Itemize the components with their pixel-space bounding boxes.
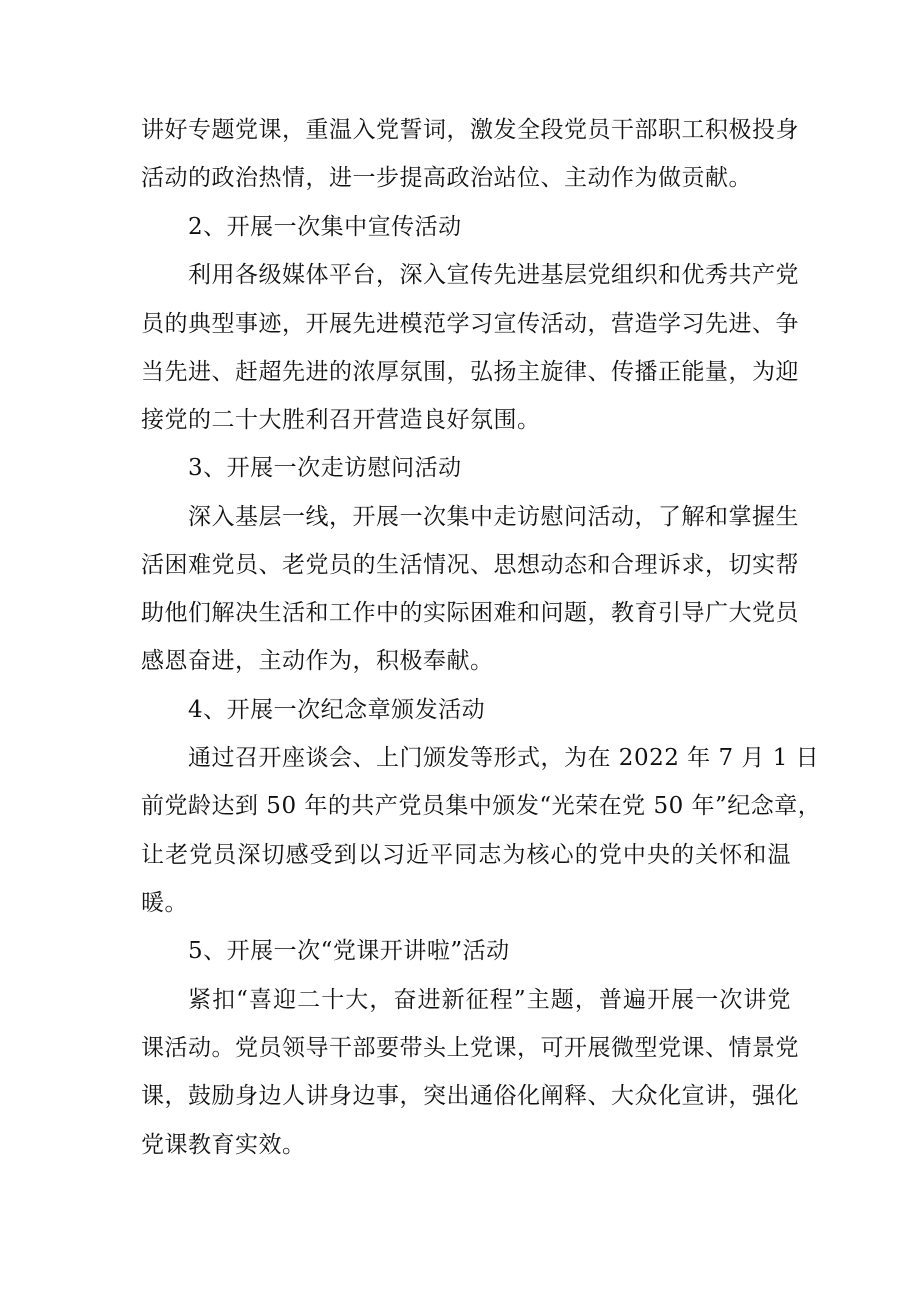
paragraph-line: 前党龄达到 50 年的共产党员集中颁发“光荣在党 50 年”纪念章， (141, 793, 822, 819)
paragraph-line: 员的典型事迹，开展先进模范学习宣传活动，营造学习先进、争 (141, 311, 799, 337)
paragraph-line: 讲好专题党课，重温入党誓词，激发全段党员干部职工积极投身 (141, 117, 799, 143)
paragraph-line: 助他们解决生活和工作中的实际困难和问题，教育引导广大党员 (141, 600, 799, 626)
paragraph-line: 通过召开座谈会、上门颁发等形式，为在 2022 年 7 月 1 日 (188, 745, 820, 771)
section-heading-5: 5、开展一次“党课开讲啦”活动 (188, 938, 510, 964)
section-heading-2: 2、开展一次集中宣传活动 (188, 214, 462, 240)
paragraph-line: 课，鼓励身边人讲身边事，突出通俗化阐释、大众化宣讲，强化 (141, 1083, 799, 1109)
section-heading-4: 4、开展一次纪念章颁发活动 (188, 697, 486, 723)
paragraph-line: 感恩奋进，主动作为，积极奉献。 (141, 648, 494, 674)
paragraph-line: 活困难党员、老党员的生活情况、思想动态和合理诉求，切实帮 (141, 552, 799, 578)
paragraph-line: 紧扣“喜迎二十大，奋进新征程”主题，普遍开展一次讲党 (188, 987, 791, 1013)
paragraph-line: 让老党员深切感受到以习近平同志为核心的党中央的关怀和温 (141, 842, 791, 868)
paragraph-line: 课活动。党员领导干部要带头上党课，可开展微型党课、情景党 (141, 1035, 799, 1061)
paragraph-line: 活动的政治热情，进一步提高政治站位、主动作为做贡献。 (141, 165, 752, 191)
paragraph-line: 深入基层一线，开展一次集中走访慰问活动，了解和掌握生 (188, 504, 799, 530)
paragraph-line: 利用各级媒体平台，深入宣传先进基层党组织和优秀共产党 (188, 262, 799, 288)
paragraph-line: 党课教育实效。 (141, 1132, 306, 1158)
paragraph-line: 暖。 (141, 890, 188, 916)
paragraph-line: 当先进、赶超先进的浓厚氛围，弘扬主旋律、传播正能量，为迎 (141, 359, 799, 385)
section-heading-3: 3、开展一次走访慰问活动 (188, 455, 462, 481)
paragraph-line: 接党的二十大胜利召开营造良好氛围。 (141, 407, 541, 433)
